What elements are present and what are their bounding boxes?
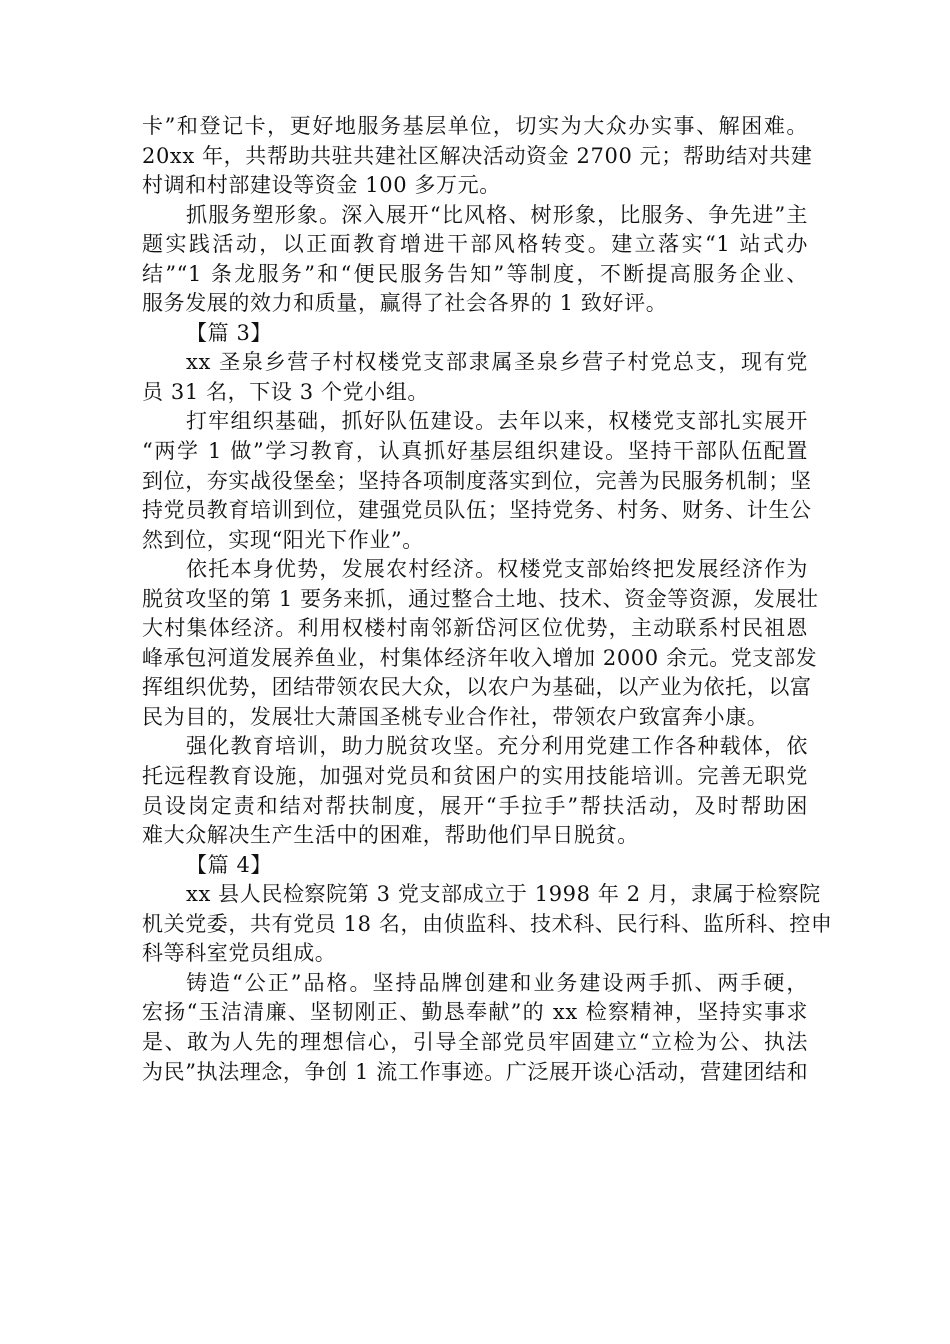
text-line: 村调和村部建设等资金 100 多万元。	[142, 173, 501, 198]
text-line: 服务发展的效力和质量，赢得了社会各界的 1 致好评。	[142, 291, 668, 316]
text-line: 员 31 名，下设 3 个党小组。	[142, 379, 429, 404]
text-line: 峰承包河道发展养鱼业，村集体经济年收入增加 2000 余元。党支部发	[142, 645, 818, 670]
text-line: 民为目的，发展壮大萧国圣桃专业合作社，带领农户致富奔小康。	[142, 704, 769, 729]
text-line: 托远程教育设施，加强对党员和贫困户的实用技能培训。完善无职党	[142, 764, 808, 789]
paragraph-start-line: xx 圣泉乡营子村权楼党支部隶属圣泉乡营子村党总支，现有党	[186, 350, 808, 375]
paragraph-start-line: 抓服务塑形象。深入展开“比风格、树形象，比服务、争先进”主	[186, 202, 808, 227]
text-line: 员设岗定责和结对帮扶制度，展开“手拉手”帮扶活动，及时帮助困	[142, 793, 809, 818]
text-line: 到位，夯实战役堡垒；坚持各项制度落实到位，完善为民服务机制；坚	[142, 468, 812, 493]
text-line: 大村集体经济。利用权楼村南邻新岱河区位优势，主动联系村民祖恩	[142, 616, 808, 641]
text-line: 机关党委，共有党员 18 名，由侦监科、技术科、民行科、监所科、控申	[142, 911, 833, 936]
text-line: 难大众解决生产生活中的困难，帮助他们早日脱贫。	[142, 823, 639, 848]
section-heading: 【篇 4】	[186, 852, 273, 877]
text-line: 是、敢为人先的理想信心，引导全部党员牢固建立“立检为公、执法	[142, 1029, 808, 1054]
text-line: 持党员教育培训到位，建强党员队伍；坚持党务、村务、财务、计生公	[142, 498, 812, 523]
text-line: 为民”执法理念，争创 1 流工作事迹。广泛展开谈心活动，营建团结和	[142, 1059, 809, 1084]
paragraph-start-line: 依托本身优势，发展农村经济。权楼党支部始终把发展经济作为	[186, 557, 808, 582]
section-heading: 【篇 3】	[186, 320, 273, 345]
text-line: 科等科室党员组成。	[142, 941, 337, 966]
text-line: 然到位，实现“阳光下作业”。	[142, 527, 424, 552]
text-line: 题实践活动，以正面教育增进干部风格转变。建立落实“1 站式办	[142, 232, 808, 257]
text-line: 挥组织优势，团结带领农民大众，以农户为基础，以产业为依托，以富	[142, 675, 812, 700]
paragraph-start-line: 强化教育培训，助力脱贫攻坚。充分利用党建工作各种载体，依	[186, 734, 808, 759]
paragraph-start-line: 铸造“公正”品格。坚持品牌创建和业务建设两手抓、两手硬，	[186, 970, 808, 995]
text-line: 20xx 年，共帮助共驻共建社区解决活动资金 2700 元；帮助结对共建	[142, 143, 813, 168]
text-line: “两学 1 做”学习教育，认真抓好基层组织建设。坚持干部队伍配置	[142, 439, 808, 464]
text-line: 卡”和登记卡，更好地服务基层单位，切实为大众办实事、解困难。	[142, 114, 808, 138]
paragraph-start-line: xx 县人民检察院第 3 党支部成立于 1998 年 2 月，隶属于检察院	[186, 882, 821, 907]
paragraph-start-line: 打牢组织基础，抓好队伍建设。去年以来，权楼党支部扎实展开	[186, 409, 808, 434]
text-line: 宏扬“玉洁清廉、坚韧刚正、勤恳奉献”的 xx 检察精神，坚持实事求	[142, 1000, 808, 1025]
document-page	[142, 112, 833, 1087]
text-line: 脱贫攻坚的第 1 要务来抓，通过整合土地、技术、资金等资源，发展壮	[142, 586, 819, 611]
text-line: 结”“1 条龙服务”和“便民服务告知”等制度，不断提高服务企业、	[142, 261, 808, 286]
